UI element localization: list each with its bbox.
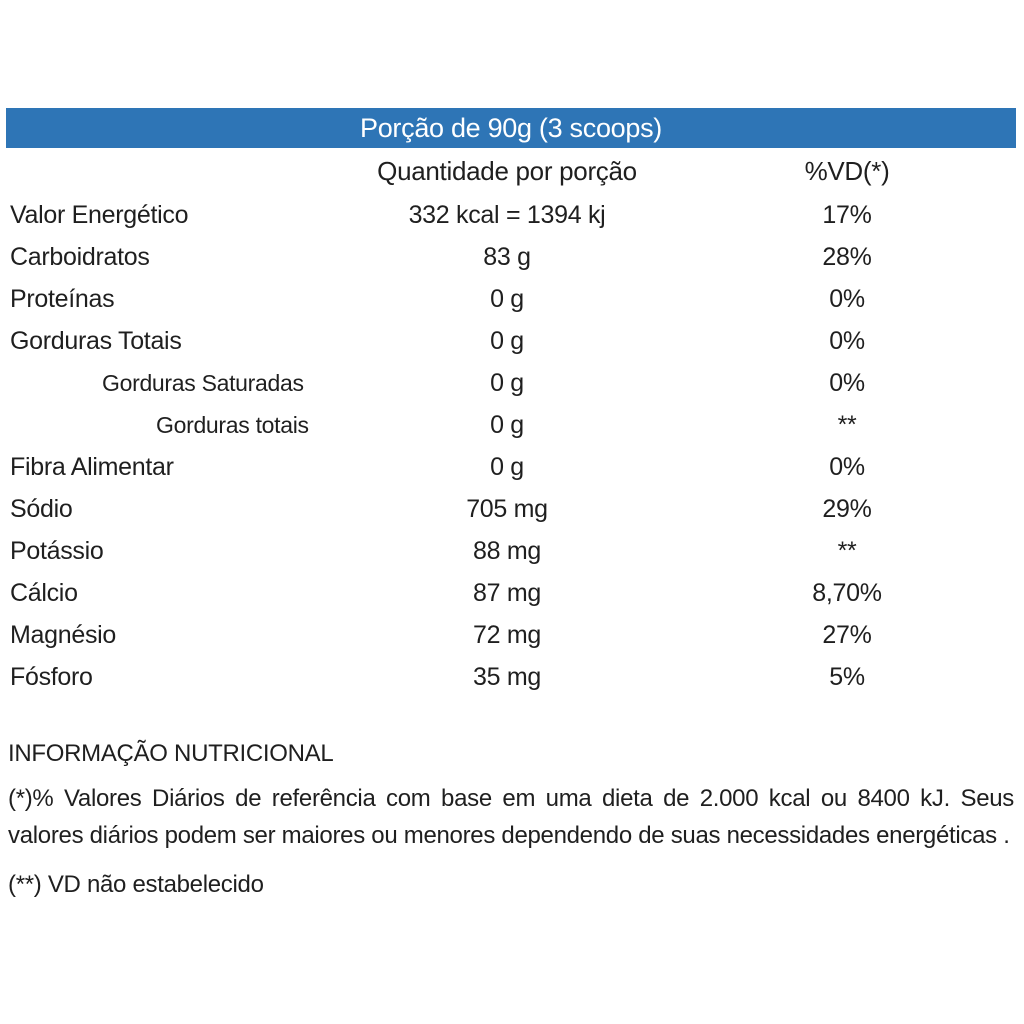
nutrition-table [6, 108, 1016, 698]
row-label: Gorduras totais [156, 411, 309, 438]
table-row [6, 488, 1016, 530]
row-amount: 0 g [490, 368, 524, 397]
table-row [6, 446, 1016, 488]
column-header-amount: Quantidade por porção [377, 155, 637, 186]
row-amount: 87 mg [473, 578, 541, 607]
row-label: Proteínas [10, 284, 115, 313]
row-amount: 0 g [490, 284, 524, 313]
column-header-dv: %VD(*) [804, 155, 890, 186]
nutrition-rows [6, 194, 1016, 698]
row-label: Cálcio [10, 578, 78, 607]
row-dv: 17% [822, 200, 872, 229]
row-dv: ** [837, 536, 857, 565]
row-dv: 28% [822, 242, 872, 271]
table-row [6, 572, 1016, 614]
row-label: Fósforo [10, 662, 93, 691]
row-amount: 72 mg [473, 620, 541, 649]
row-label: Valor Energético [10, 200, 189, 229]
row-amount: 0 g [490, 326, 524, 355]
row-dv: 0% [829, 284, 865, 313]
row-amount: 0 g [490, 452, 524, 481]
table-row [6, 614, 1016, 656]
row-dv: 0% [829, 368, 865, 397]
table-row [6, 194, 1016, 236]
table-row [6, 656, 1016, 698]
daily-values-note: (*)% Valores Diários de referência com base em uma dieta de 2.000 kcal ou 8400 kJ. Seus valores diários podem ser maiores ou menores dependendo de suas necessidades energéticas . [8, 785, 1014, 849]
row-dv: 8,70% [812, 578, 882, 607]
row-amount: 0 g [490, 410, 524, 439]
row-amount: 332 kcal = 1394 kj [408, 200, 606, 229]
row-label: Magnésio [10, 620, 116, 649]
row-dv: ** [837, 410, 857, 439]
row-dv: 0% [829, 452, 865, 481]
row-label: Gorduras Totais [10, 326, 182, 355]
row-dv: 29% [822, 494, 872, 523]
row-dv: 27% [822, 620, 872, 649]
row-amount: 35 mg [473, 662, 541, 691]
row-label: Gorduras Saturadas [102, 369, 304, 396]
column-header-row [6, 148, 1016, 194]
row-label: Potássio [10, 536, 104, 565]
row-label: Fibra Alimentar [10, 452, 174, 481]
row-dv: 5% [829, 662, 865, 691]
table-row [6, 404, 1016, 446]
not-established-note: (**) VD não estabelecido [8, 871, 264, 898]
footnotes-title: INFORMAÇÃO NUTRICIONAL [8, 740, 334, 767]
table-row [6, 278, 1016, 320]
row-amount: 705 mg [466, 494, 548, 523]
table-row [6, 320, 1016, 362]
table-row [6, 530, 1016, 572]
row-amount: 88 mg [473, 536, 541, 565]
footnotes [8, 740, 1014, 903]
serving-header-bar [6, 108, 1016, 148]
row-label: Sódio [10, 494, 73, 523]
table-row [6, 236, 1016, 278]
row-dv: 0% [829, 326, 865, 355]
table-row [6, 362, 1016, 404]
serving-size-title: Porção de 90g (3 scoops) [360, 112, 662, 143]
row-label: Carboidratos [10, 242, 150, 271]
row-amount: 83 g [483, 242, 531, 271]
